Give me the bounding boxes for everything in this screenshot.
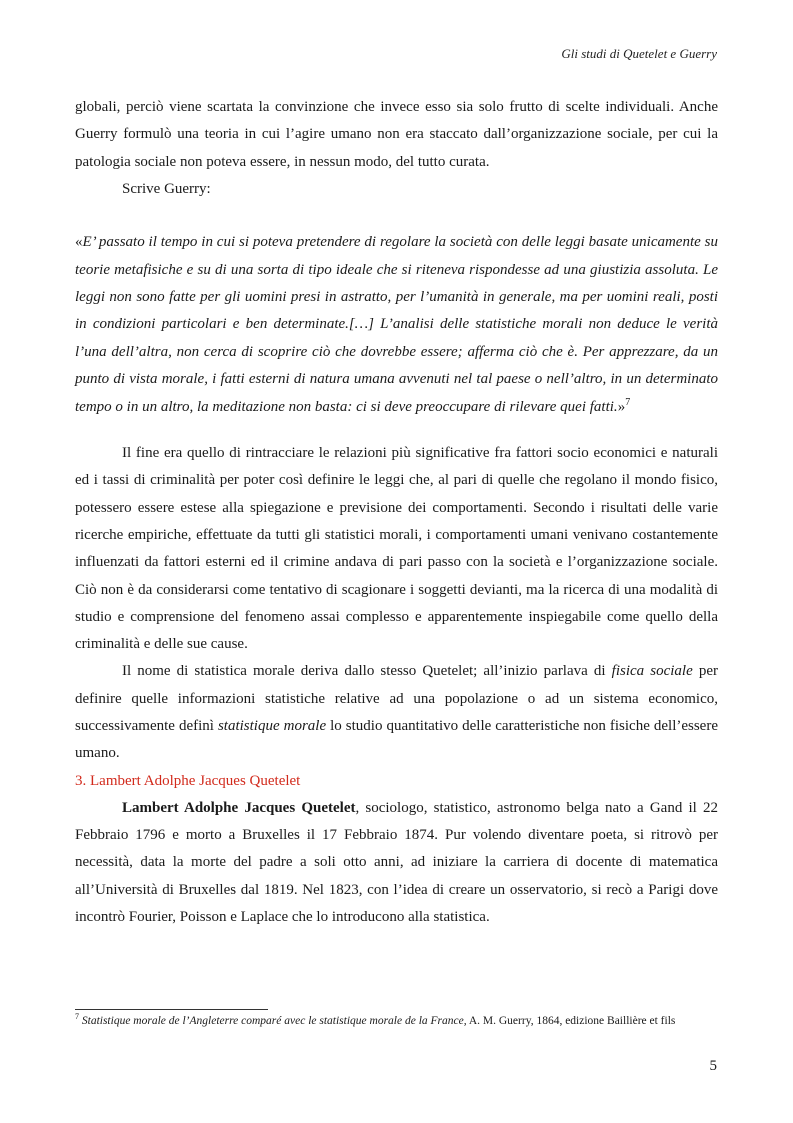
footnote-number: 7 bbox=[75, 1012, 79, 1022]
paragraph-name-origin bbox=[75, 658, 718, 767]
text-segment: , sociologo, statistico, astronomo belga nato a Gand il 22 Febbraio 1796 e morto a Bruxelles il 17 Febbraio 1874. Pur volendo diventare poeta, si ritrovò per necessità, data la morte del padre a soli otto anni, ad iniziare la carriera di docente di matematica all’Università di Bruxelles dal 1819. Nel 1823, con l’idea di creare un osservatorio, si recò a Parigi dove incontrò Fourier, Poisson e Laplace che lo introducono alla statistica. bbox=[75, 799, 718, 926]
text-segment: Il nome di statistica morale deriva dallo stesso Quetelet; all’inizio parlava di bbox=[122, 663, 612, 680]
text-segment: per definire quelle informazioni statistiche relative ad una popolazione o ad un sistema economico, successivamente definì bbox=[75, 663, 718, 734]
paragraph-intro-quote: Scrive Guerry: bbox=[122, 180, 211, 197]
footnote bbox=[75, 1014, 718, 1029]
italic-term: statistique morale bbox=[217, 718, 327, 734]
text-segment: lo studio quantitativo delle caratteristiche non fisiche dell’essere umano. bbox=[75, 718, 718, 762]
paragraph-purpose: Il fine era quello di rintracciare le relazioni più significative fra fattori socio economici e naturali ed i tassi di criminalità per poter così definire le leggi che, al pari di quelle che regolano il mondo fisico, potessero essere estese alla spiegazione e previsione dei comportamenti. Secondo i risultati delle varie ricerche empiriche, effettuate da tutti gli statistici morali, i comportamenti umani venivano costantemente influenzati da fattori esterni ed il crimine andava di pari passo con la società e l’organizzazione sociale. Ciò non è da considerarsi come tentativo di scagionare i soggetti devianti, ma la ricerca di una modalità di studio e comprensione del fenomeno assai complesso e apparentemente inspiegabile come quello della criminalità e delle sue cause. bbox=[75, 445, 718, 653]
spacer bbox=[75, 421, 718, 440]
footnote-title: Statistique morale de l’Angleterre comparé avec le statistique morale de la France, bbox=[81, 1015, 467, 1027]
footnote-citation: A. M. Guerry, 1864, edizione Baillière et fils bbox=[466, 1015, 676, 1027]
italic-term: fisica sociale bbox=[611, 663, 693, 680]
quote-open-mark: « bbox=[75, 234, 83, 251]
page-number: 5 bbox=[709, 1058, 717, 1074]
paragraph-biography bbox=[75, 795, 718, 931]
guerry-quote bbox=[75, 229, 718, 421]
running-header: Gli studi di Quetelet e Guerry bbox=[561, 46, 717, 61]
quote-close-mark: » bbox=[617, 398, 626, 415]
paragraph-continued: globali, perciò viene scartata la convinzione che invece esso sia solo frutto di scelte individuali. Anche Guerry formulò una teoria in cui l’agire umano non era staccato dall’organizzazione sociale, per cui la patologia sociale non poteva essere, in nessun modo, del tutto curata. bbox=[75, 99, 718, 170]
section-heading: 3. Lambert Adolphe Jacques Quetelet bbox=[75, 772, 301, 789]
footnote-reference: 7 bbox=[625, 396, 631, 408]
quote-text: E’ passato il tempo in cui si poteva pretendere di regolare la società con delle leggi basate unicamente su teorie metafisiche e su di una sorta di tipo ideale che si riteneva rispondesse ad una giustizia assoluta. Le leggi non sono fatte per gli uomini presi in astratto, per l’umanità in generale, ma per uomini reali, posti in condizioni particolari e ben determinate.[…] L’analisi delle statistiche morali non deduce le verità l’una dell’altra, non cerca di scoprire ciò che dovrebbe essere; afferma ciò che è. Per apprezzare, da un punto di vista morale, i fatti esterni di natura umana avvenuti nel tal paese o nell’altro, in un determinato tempo o in un altro, la meditazione non basta: ci si deve preoccupare di rilevare quei fatti. bbox=[75, 234, 718, 415]
bold-name: Lambert Adolphe Jacques Quetelet bbox=[122, 799, 356, 816]
body-text bbox=[75, 94, 718, 931]
footnote-separator bbox=[75, 1009, 268, 1010]
